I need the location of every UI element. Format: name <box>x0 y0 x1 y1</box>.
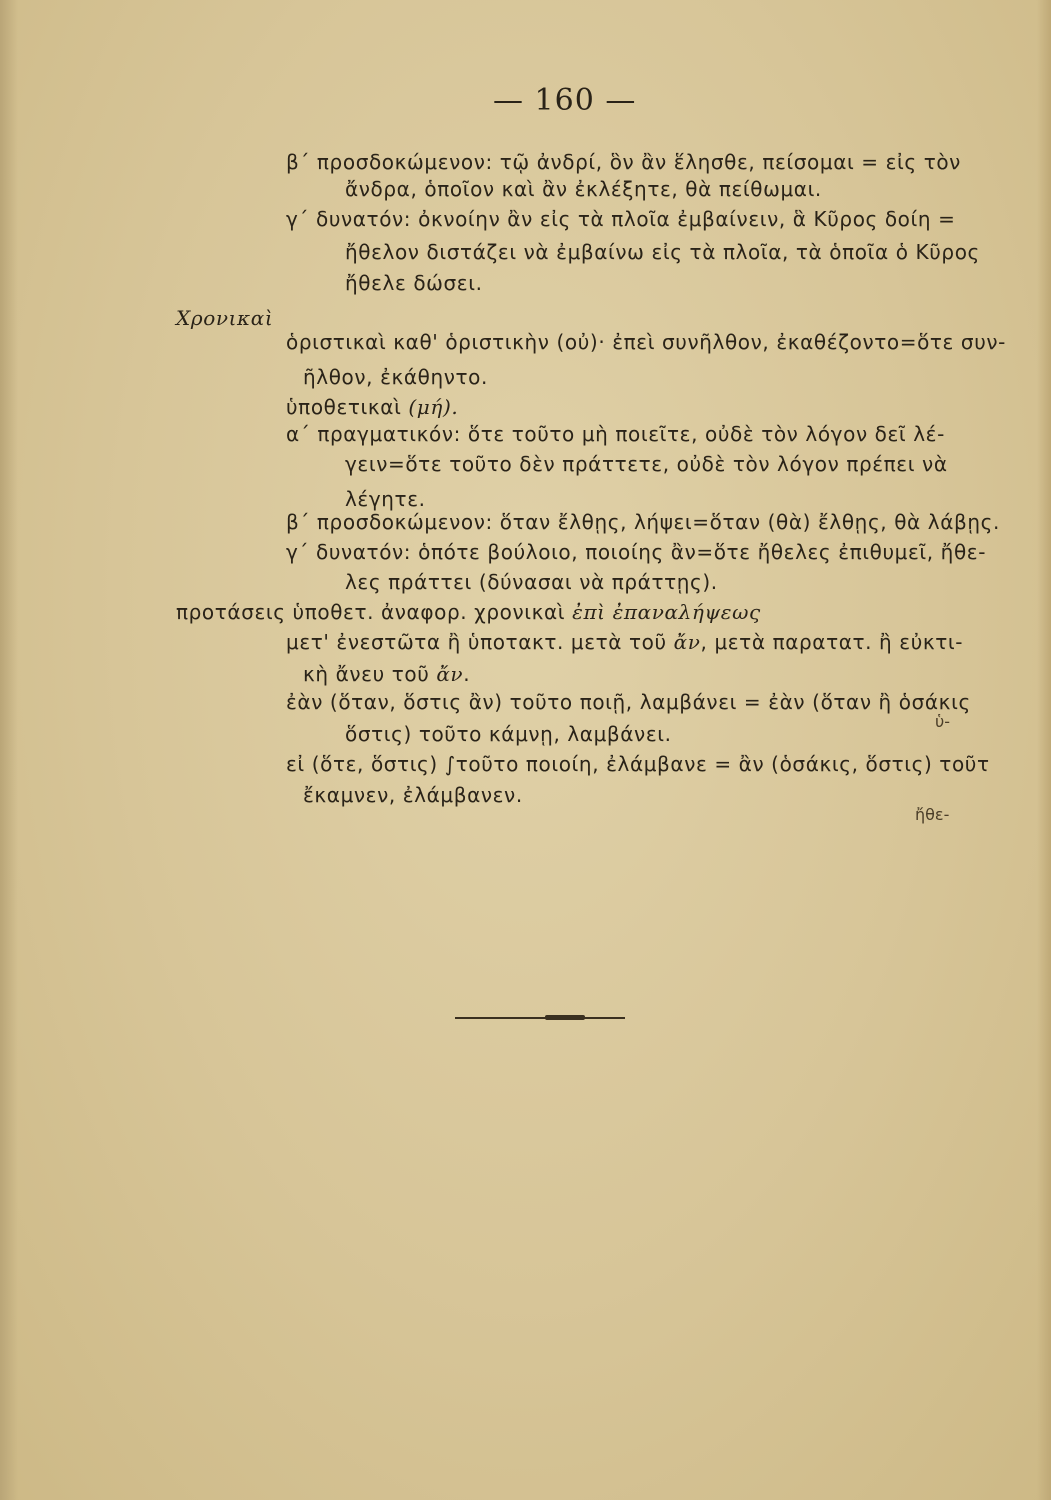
text-line-10: γειν=ὅτε τοῦτο δὲν πράττετε, οὐδὲ τὸν λόγον πρέπει νὰ <box>345 452 948 476</box>
page-edge-shadow-left <box>0 0 18 1500</box>
text-line-15-italic: ἐπὶ ἐπαναλήψεως <box>572 600 761 624</box>
text-line-9: α΄ πραγματικόν: ὅτε τοῦτο μὴ ποιεῖτε, οὐδὲ τὸν λόγον δεῖ λέ- <box>286 422 945 446</box>
text-line-2: ἄνδρα, ὁποῖον καὶ ἂν ἐκλέξητε, θὰ πείθωμαι. <box>345 177 822 201</box>
text-line-18: ἐὰν (ὅταν, ὅστις ἂν) τοῦτο ποιῇ, λαμβάνει = ἐὰν (ὅταν ἢ ὁσάκις <box>286 690 971 714</box>
text-line-11: λέγητε. <box>345 487 426 511</box>
text-line-16 <box>286 630 963 654</box>
section-divider-ornament <box>545 1015 585 1020</box>
text-line-8-italic: (μή). <box>408 395 459 419</box>
text-line-14: λες πράττει (δύνασαι νὰ πράττῃς). <box>345 570 718 594</box>
text-line-4: ἤθελον διστάζει νὰ ἐμβαίνω εἰς τὰ πλοῖα, τὰ ὁποῖα ὁ Κῦρος <box>345 240 980 264</box>
page-edge-shadow-right <box>1037 0 1051 1500</box>
edge-note-1: ὑ- <box>935 712 951 731</box>
text-line-17-c: . <box>463 662 471 686</box>
text-line-13: γ΄ δυνατόν: ὁπότε βούλοιο, ποιοίης ἂν=ὅτε ἤθελες ἐπιθυμεῖ, ἤθε- <box>286 540 987 564</box>
page-number: — 160 — <box>493 83 637 118</box>
text-line-21: ἔκαμνεν, ἐλάμβανεν. <box>303 783 523 807</box>
text-line-15 <box>176 600 761 624</box>
text-line-17-italic: ἄν <box>436 662 464 686</box>
text-line-8 <box>286 395 458 419</box>
text-line-8-main: ὑποθετικαὶ <box>286 395 409 419</box>
text-line-15-main: προτάσεις ὑποθετ. ἀναφορ. χρονικαὶ <box>176 600 573 624</box>
section-divider-rule <box>455 1017 625 1019</box>
text-line-16-c: , μετὰ παρατατ. ἢ εὐκτι- <box>700 630 964 654</box>
text-line-3: γ΄ δυνατόν: ὀκνοίην ἂν εἰς τὰ πλοῖα ἐμβαίνειν, ἃ Κῦρος δοίη = <box>286 207 956 231</box>
margin-heading-chronikai: Χρονικαὶ <box>176 306 274 330</box>
text-line-16-a: μετ' ἐνεστῶτα ἢ ὑποτακτ. μετὰ τοῦ <box>286 630 674 654</box>
text-line-12: β΄ προσδοκώμενον: ὅταν ἔλθῃς, λήψει=ὅταν (θὰ) ἔλθῃς, θὰ λάβῃς. <box>286 510 1000 534</box>
text-line-20: εἰ (ὅτε, ὅστις) ∫τοῦτο ποιοίη, ἐλάμβανε = ἂν (ὁσάκις, ὅστις) τοῦτ <box>286 752 990 776</box>
text-line-5: ἤθελε δώσει. <box>345 271 483 295</box>
text-line-17-a: κὴ ἄνευ τοῦ <box>303 662 437 686</box>
text-line-1: β΄ προσδοκώμενον: τῷ ἀνδρί, ὃν ἂν ἕλησθε, πείσομαι = εἰς τὸν <box>286 150 961 174</box>
text-line-7: ῆλθον, ἐκάθηντο. <box>303 365 488 389</box>
text-line-19: ὅστις) τοῦτο κάμνῃ, λαμβάνει. <box>345 722 672 746</box>
text-line-16-italic: ἄν <box>673 630 701 654</box>
edge-note-2: ἤθε- <box>915 805 950 824</box>
text-line-6: ὁριστικαὶ καθ' ὁριστικὴν (οὐ)· ἐπεὶ συνῆλθον, ἐκαθέζοντο=ὅτε συν- <box>286 330 1006 354</box>
text-line-17 <box>303 662 470 686</box>
